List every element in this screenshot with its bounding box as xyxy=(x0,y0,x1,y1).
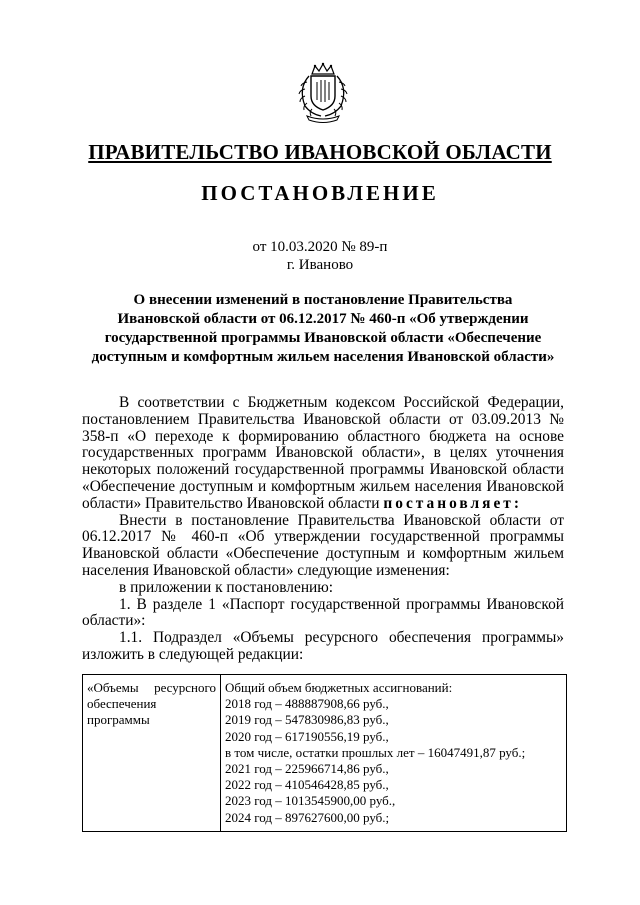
values-line: 2019 год – 547830986,83 руб., xyxy=(225,712,389,728)
values-line: 2022 год – 410546428,85 руб., xyxy=(225,777,389,793)
paragraph-preamble xyxy=(82,395,564,513)
table-row xyxy=(83,675,567,832)
values-line: в том числе, остатки прошлых лет – 16047491,87 руб.; xyxy=(225,744,526,760)
coat-of-arms-icon xyxy=(293,62,353,124)
paragraph-amend: Внести в постановление Правительства Ивановской области от 06.12.2017 № 460-п «Об утверждении государственной программы Ивановской области «Обеспечение доступным и комфортным жильем населения Ивановской области» следующие изменения: xyxy=(82,511,564,579)
label-word: «Объемы xyxy=(87,680,139,695)
org-title: ПРАВИТЕЛЬСТВО ИВАНОВСКОЙ ОБЛАСТИ xyxy=(88,140,552,164)
city-line: г. Иваново xyxy=(286,257,354,273)
values-line: 2020 год – 617190556,19 руб., xyxy=(225,728,389,744)
date-number-line: от 10.03.2020 № 89-п xyxy=(252,239,388,255)
values-line: 2024 год – 897627600,00 руб.; xyxy=(225,809,390,825)
paragraph-section-1: 1. В разделе 1 «Паспорт государственной программы Ивановской области»: xyxy=(82,595,564,630)
preamble-text: В соответствии с Бюджетным кодексом Российской Федерации, постановлением Правительства Ивановской области от 03.09.2013 № 358-п «О переходе к формированию областного бюджета на основе государственных программ Ивановской области», в целях уточнения некоторых положений государственной программы Ивановской области «Обеспечение доступным и комфортным жильем населения Ивановской области» Правительство Ивановской области xyxy=(82,394,564,512)
paragraph-subsection-1-1: 1.1. Подраздел «Объемы ресурсного обеспечения программы» изложить в следующей редакции: xyxy=(82,629,564,663)
table-cell-label xyxy=(83,675,221,832)
label-line: программы xyxy=(87,712,150,728)
doc-type-title: ПОСТАНОВЛЕНИЕ xyxy=(201,181,439,205)
values-line: 2018 год – 488887908,66 руб., xyxy=(225,696,389,712)
subject-line: О внесении изменений в постановление Правительства xyxy=(133,292,513,308)
values-line: 2023 год – 1013545900,00 руб., xyxy=(225,793,396,809)
paragraph-appendix: в приложении к постановлению: xyxy=(119,578,334,596)
document-body xyxy=(82,395,564,664)
resource-table xyxy=(82,674,567,832)
subject-line: государственной программы Ивановской области «Обеспечение xyxy=(104,330,542,346)
label-first-line xyxy=(87,680,216,696)
table-cell-values xyxy=(221,675,567,832)
label-line: обеспечения xyxy=(87,696,157,712)
values-line: Общий объем бюджетных ассигнований: xyxy=(225,680,453,695)
resolves-word: постановляет xyxy=(383,494,514,512)
label-word: ресурсного xyxy=(154,680,216,695)
subject-line: доступным и комфортным жильем населения Ивановской области» xyxy=(91,349,555,365)
subject-line: Ивановской области от 06.12.2017 № 460-п «Об утверждении xyxy=(117,311,529,327)
values-line: 2021 год – 225966714,86 руб., xyxy=(225,761,389,777)
resolves-colon: : xyxy=(513,494,520,512)
subject-heading xyxy=(82,291,564,367)
